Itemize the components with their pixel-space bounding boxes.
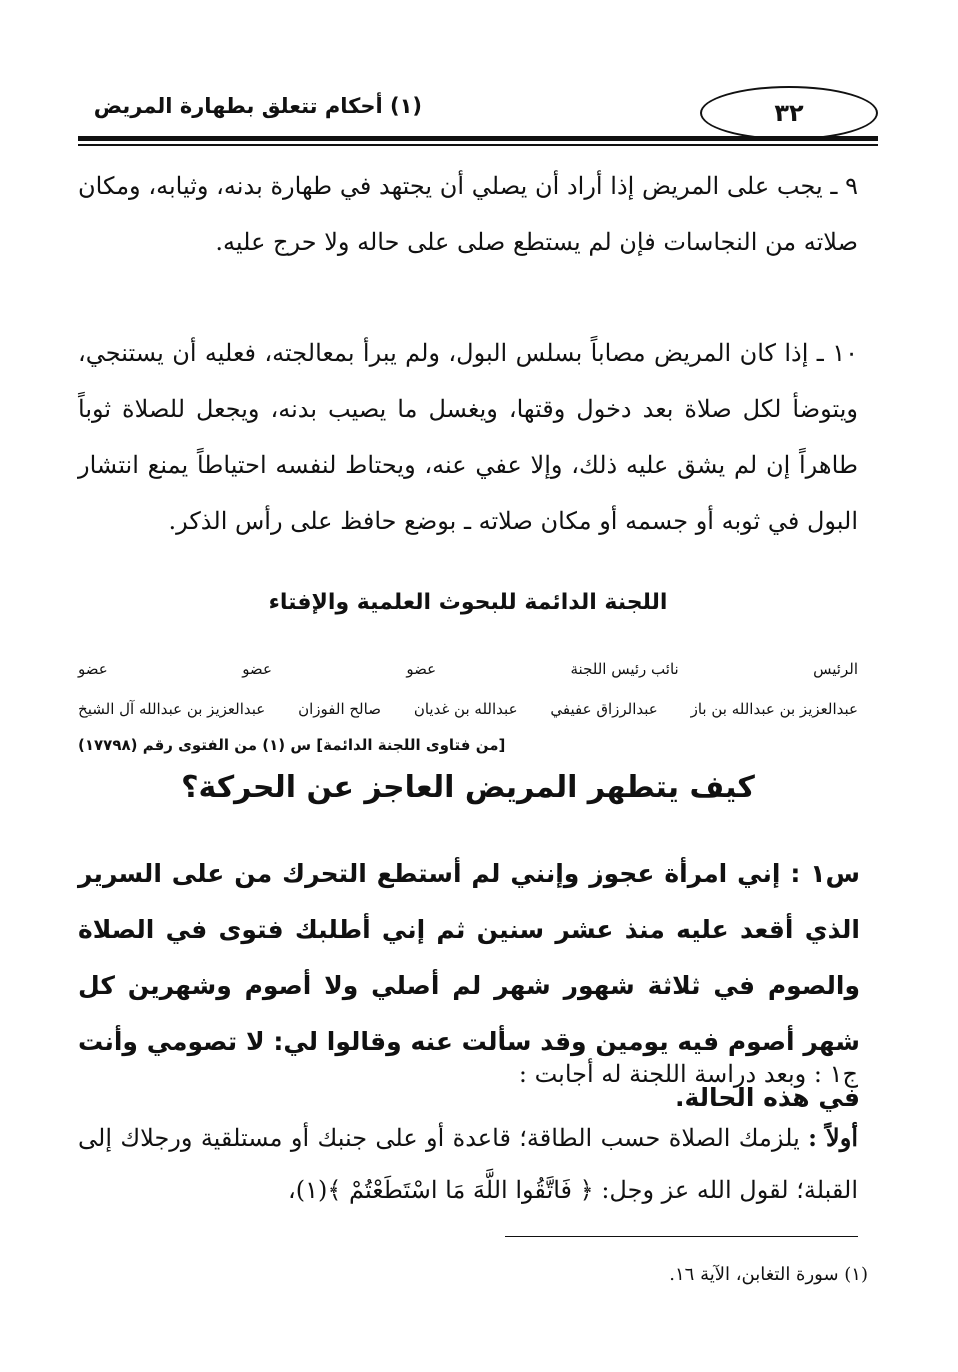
header-rule-thin bbox=[78, 144, 878, 146]
header-rule-thick bbox=[78, 136, 878, 141]
footnote-divider bbox=[505, 1236, 858, 1237]
section-heading: كيف يتطهر المريض العاجز عن الحركة؟ bbox=[181, 770, 755, 805]
answer-1 bbox=[78, 1112, 858, 1216]
answer-text: يلزمك الصلاة حسب الطاقة؛ قاعدة أو على جنبك أو مستلقية ورجلاك إلى القبلة؛ لقول الله عز وجل: ﴿ فَاتَّقُوا اللَّهَ مَا اسْتَطَعْتُمْ ﴾(١)، bbox=[78, 1124, 858, 1204]
committee-names-row bbox=[78, 700, 858, 718]
page-number: ٣٢ bbox=[774, 99, 804, 127]
page-header bbox=[78, 86, 878, 130]
answer-lead: أولاً : bbox=[808, 1123, 858, 1152]
paragraph-9: ٩ ـ يجب على المريض إذا أراد أن يصلي أن يجتهد في طهارة بدنه، وثيابه، ومكان صلاته من النجاسات فإن لم يستطع صلى على حاله ولا حرج عليه. bbox=[78, 172, 858, 256]
committee-role: عضو bbox=[406, 660, 437, 678]
answer-intro: ج١ : وبعد دراسة اللجنة له أجابت : bbox=[518, 1060, 858, 1088]
committee-member-name: صالح الفوزان bbox=[298, 700, 381, 718]
committee-member-name: عبدالعزيز بن عبدالله آل الشيخ bbox=[78, 700, 266, 718]
question-1: س١ : إني امرأة عجوز وإنني لم أستطع التحرك من على السرير الذي أقعد عليه منذ عشر سنين ثم إني أطلبك فتوى في الصلاة والصوم في ثلاثة شهور شهر لم أصلي ولا أصوم وشهرين كل شهر أصوم فيه يومين وقد سألت عنه وقالوا لي: لا تصومي وأنت في هذه الحالة. bbox=[78, 859, 860, 1112]
committee-role: عضو bbox=[242, 660, 272, 678]
committee-member-name: عبدالعزيز بن عبدالله بن باز bbox=[690, 700, 858, 718]
committee-title: اللجنة الدائمة للبحوث العلمية والإفتاء bbox=[268, 590, 668, 615]
paragraph-10: ١٠ ـ إذا كان المريض مصاباً بسلس البول، ولم يبرأ بمعالجته، فعليه أن يستنجي، ويتوضأ لكل صلاة بعد دخول وقتها، ويغسل ما يصيب بدنه، ويجعل للصلاة ثوباً طاهراً إن لم يشق عليه ذلك، وإلا عفي عنه، ويحتاط لنفسه احتياطاً يمنع انتشار البول في ثوبه أو جسمه أو مكان صلاته ـ بوضع حافظ على رأس الذكر. bbox=[78, 339, 858, 535]
header-title: (١) أحكام تتعلق بطهارة المريض bbox=[93, 94, 422, 118]
committee-roles-row bbox=[78, 660, 858, 678]
committee-member-name: عبدالرزاق عفيفي bbox=[550, 700, 658, 718]
page-number-oval bbox=[700, 86, 878, 140]
committee-role: الرئيس bbox=[813, 660, 858, 678]
committee-role: عضو bbox=[78, 660, 108, 678]
committee-member-name: عبدالله بن غديان bbox=[413, 700, 518, 718]
fatwa-source-note: [من فتاوى اللجنة الدائمة] س (١) من الفتوى رقم (١٧٧٩٨) bbox=[78, 736, 506, 754]
committee-role: نائب رئيس اللجنة bbox=[570, 660, 679, 678]
footnote: (١) سورة التغابن، الآية ١٦. bbox=[669, 1264, 868, 1285]
